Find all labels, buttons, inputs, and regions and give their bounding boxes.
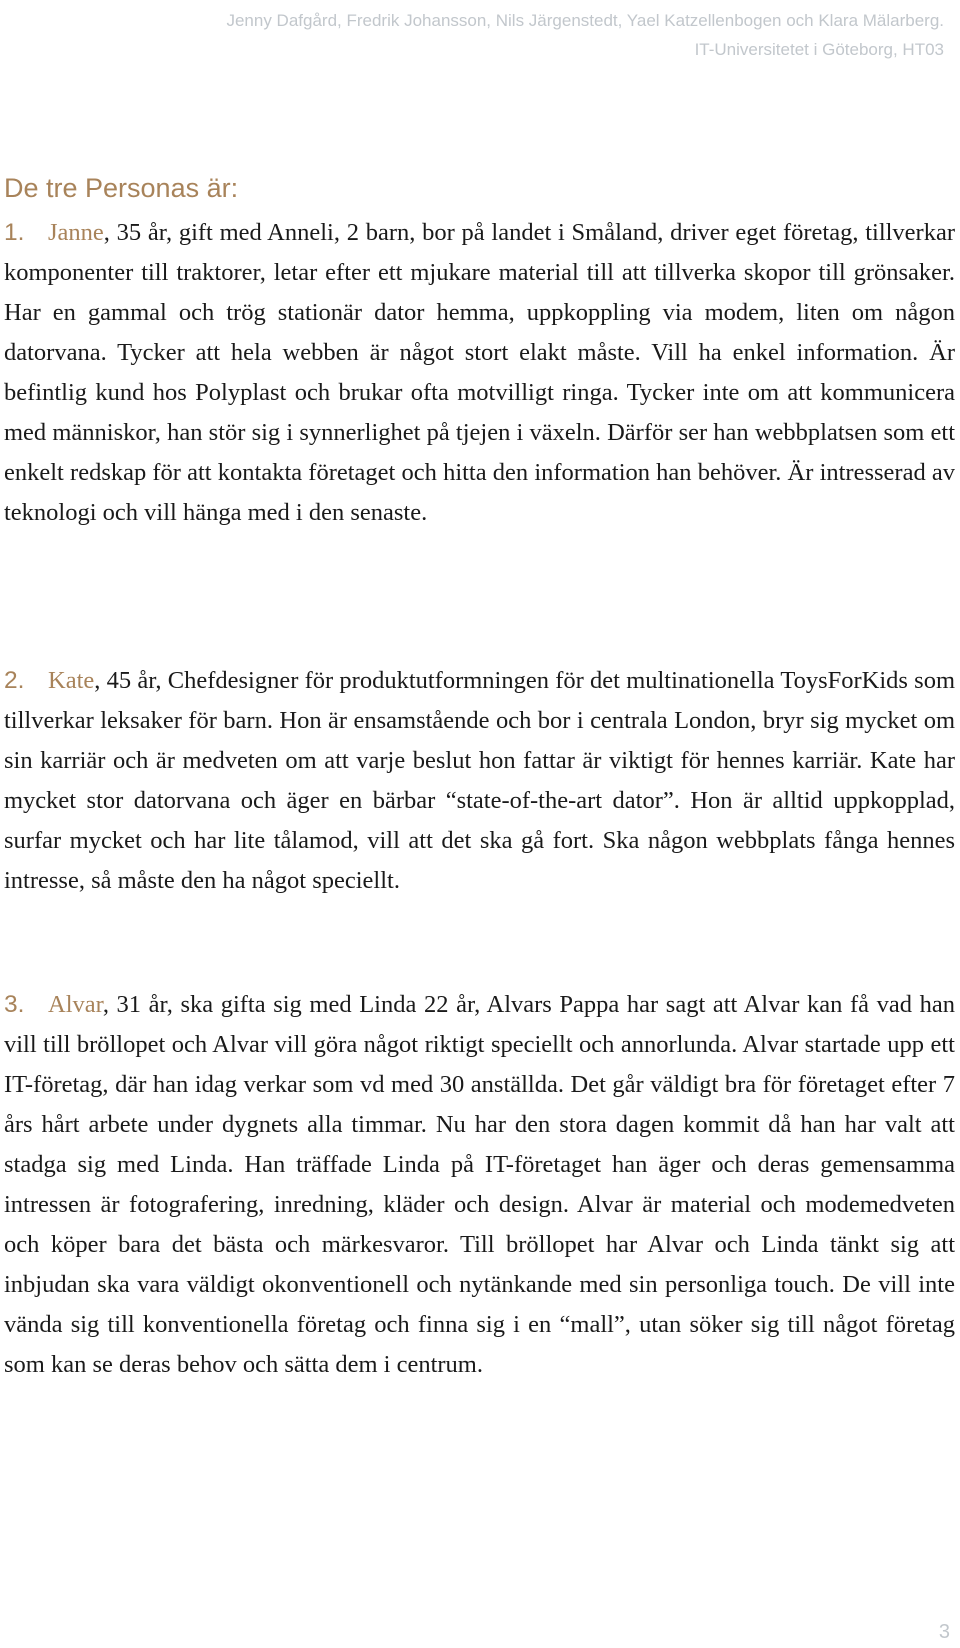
persona-alvar (4, 985, 955, 1385)
persona-name: Janne (48, 219, 104, 246)
persona-description: , 35 år, gift med Anneli, 2 barn, bor på landet i Småland, driver eget företag, tillverkar komponenter till traktorer, letar efter ett mjukare material till att tillverka skopor till grönsaker. Har en gammal och trög stationär dator hemma, uppkoppling via modem, liten om någon datorvana. Tycker att hela webben är något stort elakt måste. Vill ha enkel information. Är befintlig kund hos Polyplast och brukar ofta motvilligt ringa. Tycker inte om att kommunicera med människor, han stör sig i synnerlighet på tjejen i växeln. Därför ser han webbplatsen som ett enkelt redskap för att kontakta företaget och hitta den information han behöver. Är intresserad av teknologi och vill hänga med i den senaste. (4, 219, 955, 526)
header-authors: Jenny Dafgård, Fredrik Johansson, Nils Järgenstedt, Yael Katzellenbogen och Klara Mälarberg. (226, 11, 944, 30)
persona-number: 2. (4, 667, 25, 694)
persona-kate (4, 661, 955, 901)
persona-number: 1. (4, 219, 25, 246)
persona-name: Kate (48, 667, 95, 694)
header-institution: IT-Universitetet i Göteborg, HT03 (694, 40, 944, 59)
persona-description: , 45 år, Chefdesigner för produktutformningen för det multinationella ToysForKids som tillverkar leksaker för barn. Hon är ensamstående och bor i centrala London, bryr sig mycket om sin karriär och är medveten om att varje beslut hon fattar är viktigt för hennes karriär. Kate har mycket stor datorvana och äger en bärbar “state-of-the-art dator”. Hon är alltid uppkopplad, surfar mycket och har lite tålamod, vill att det ska gå fort. Ska någon webbplats fånga hennes intresse, så måste den ha något speciellt. (4, 667, 955, 894)
section-heading: De tre Personas är: (4, 173, 239, 203)
persona-number: 3. (4, 991, 25, 1018)
persona-janne (4, 213, 955, 533)
page-number: 3 (938, 1621, 950, 1643)
persona-description: , 31 år, ska gifta sig med Linda 22 år, Alvars Pappa har sagt att Alvar kan få vad han vill till bröllopet och Alvar vill göra något riktigt speciellt och annorlunda. Alvar startade upp ett IT-företag, där han idag verkar som vd med 30 anställda. Det går väldigt bra för företaget efter 7 års hårt arbete under dygnets alla timmar. Nu har den stora dagen kommit då han har valt att stadga sig med Linda. Han träffade Linda på IT-företaget han äger och deras gemensamma intressen är fotografering, inredning, kläder och design. Alvar är material och modemedveten och köper bara det bästa och märkesvaror. Till bröllopet har Alvar och Linda tänkt sig att inbjudan ska vara väldigt okonventionell och nytänkande med sin personliga touch. De vill inte vända sig till konventionella företag och finna sig i en “mall”, utan söker sig till något företag som kan se deras behov och sätta dem i centrum. (4, 991, 955, 1378)
persona-name: Alvar (48, 991, 103, 1018)
page-header (44, 6, 944, 64)
